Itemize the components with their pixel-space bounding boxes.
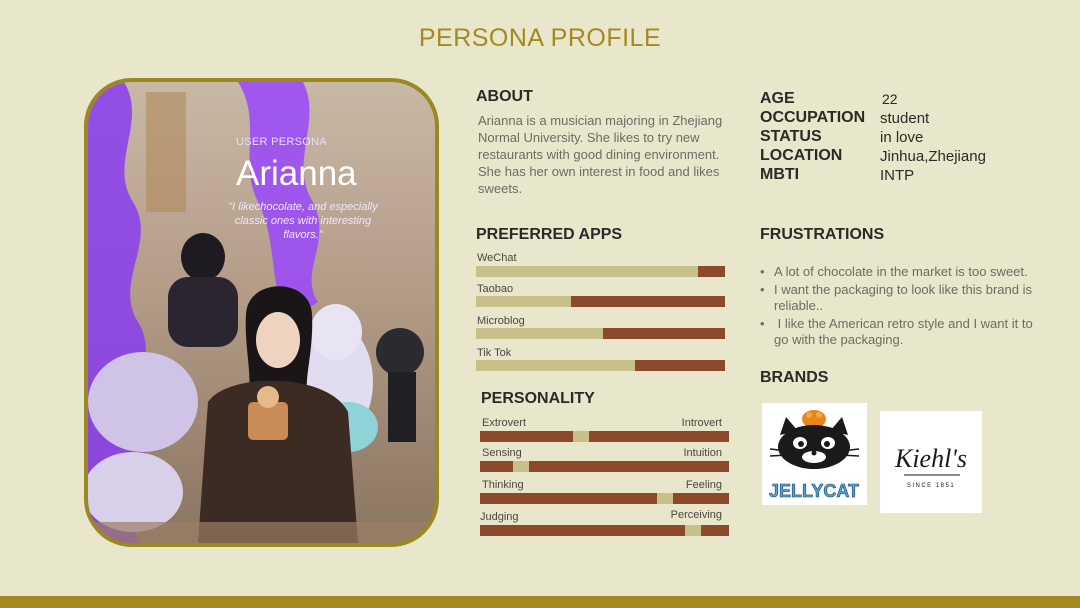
trait-bar-sensing-intuition — [480, 461, 729, 472]
app-bar-fill — [476, 266, 698, 277]
trait-left-label: Sensing — [482, 447, 522, 459]
bullet: • — [760, 316, 765, 331]
fact-row-status — [760, 128, 1060, 147]
page-title: PERSONA PROFILE — [418, 24, 662, 52]
persona-photo — [88, 82, 435, 543]
jellycat-logo — [762, 403, 867, 505]
overlay-user-persona-label: USER PERSONA — [236, 136, 328, 148]
frustration-text: A lot of chocolate in the market is too sweet. — [774, 264, 1028, 279]
app-bar-microblog — [476, 328, 725, 339]
kiehls-wordmark-graphic — [880, 411, 982, 513]
trait-right-label: Feeling — [685, 479, 722, 491]
app-bar-tiktok — [476, 360, 725, 371]
overlay-persona-quote: "I likechocolate, and especially classic ones with interesting flavors." — [228, 201, 378, 241]
fact-label: MBTI — [760, 166, 800, 183]
app-bar-fill — [476, 328, 603, 339]
fact-label: STATUS — [760, 128, 822, 145]
footer-bar — [0, 596, 1080, 608]
trait-right-label: Intuition — [683, 447, 722, 459]
trait-left-label: Extrovert — [482, 417, 527, 429]
jellycat-wordmark: JELLYCAT — [768, 481, 860, 501]
app-label-microblog: Microblog — [477, 315, 525, 327]
list-item — [760, 264, 1050, 280]
fact-row-mbti — [760, 166, 1060, 185]
app-bar-fill — [476, 360, 635, 371]
preferred-apps-heading: PREFERRED APPS — [476, 226, 623, 243]
jellycat-cat-icon — [762, 403, 867, 505]
app-bar-fill — [476, 296, 571, 307]
fact-value: INTP — [880, 167, 915, 184]
trait-marker — [657, 493, 673, 504]
fact-row-occupation — [760, 109, 1060, 128]
about-text: Arianna is a musician majoring in Zhejiang Normal University. She likes to try new restaurants with good dining environment. She has her own interest in food and likes sweets. — [478, 113, 723, 196]
trait-marker — [573, 431, 589, 442]
trait-bar-judging-perceiving — [480, 525, 729, 536]
bullet: • — [760, 282, 765, 297]
list-item — [760, 316, 1050, 348]
fact-value: student — [880, 110, 930, 127]
overlay-persona-name: Arianna — [236, 154, 357, 193]
trait-right-label: Introvert — [681, 417, 722, 429]
frustrations-heading: FRUSTRATIONS — [760, 226, 885, 243]
app-label-taobao: Taobao — [477, 283, 514, 295]
bullet: • — [760, 264, 765, 279]
fact-label: LOCATION — [760, 147, 843, 164]
fact-row-age — [760, 90, 1060, 109]
trait-left-label: Judging — [480, 511, 519, 523]
kiehls-wordmark: Kiehl's — [894, 444, 968, 473]
trait-bar-thinking-feeling — [480, 493, 729, 504]
fact-value: in love — [880, 129, 924, 146]
fact-row-location — [760, 147, 1060, 166]
brands-heading: BRANDS — [760, 369, 829, 386]
app-bar-wechat — [476, 266, 725, 277]
about-heading: ABOUT — [476, 88, 533, 105]
app-bar-taobao — [476, 296, 725, 307]
trait-right-label: Perceiving — [670, 509, 722, 521]
frustration-text: I like the American retro style and I want it to go with the packaging. — [774, 316, 1037, 347]
personality-heading: PERSONALITY — [481, 390, 595, 407]
fact-value: Jinhua,Zhejiang — [880, 148, 986, 165]
trait-marker — [685, 525, 701, 536]
fact-label: OCCUPATION — [760, 109, 866, 126]
frustrations-list — [760, 264, 1050, 350]
kiehls-tagline: SINCE 1851 — [906, 483, 956, 489]
fact-label: AGE — [760, 90, 795, 107]
trait-marker — [513, 461, 529, 472]
app-label-wechat: WeChat — [477, 252, 517, 264]
persona-photo-card — [84, 78, 439, 547]
kiehls-logo — [880, 411, 982, 513]
app-label-tiktok: Tik Tok — [477, 347, 512, 359]
frustration-text: I want the packaging to look like this brand is reliable.. — [774, 282, 1032, 313]
list-item — [760, 282, 1050, 314]
fact-value: 22 — [882, 91, 898, 107]
trait-left-label: Thinking — [482, 479, 524, 491]
trait-bar-extrovert-introvert — [480, 431, 729, 442]
